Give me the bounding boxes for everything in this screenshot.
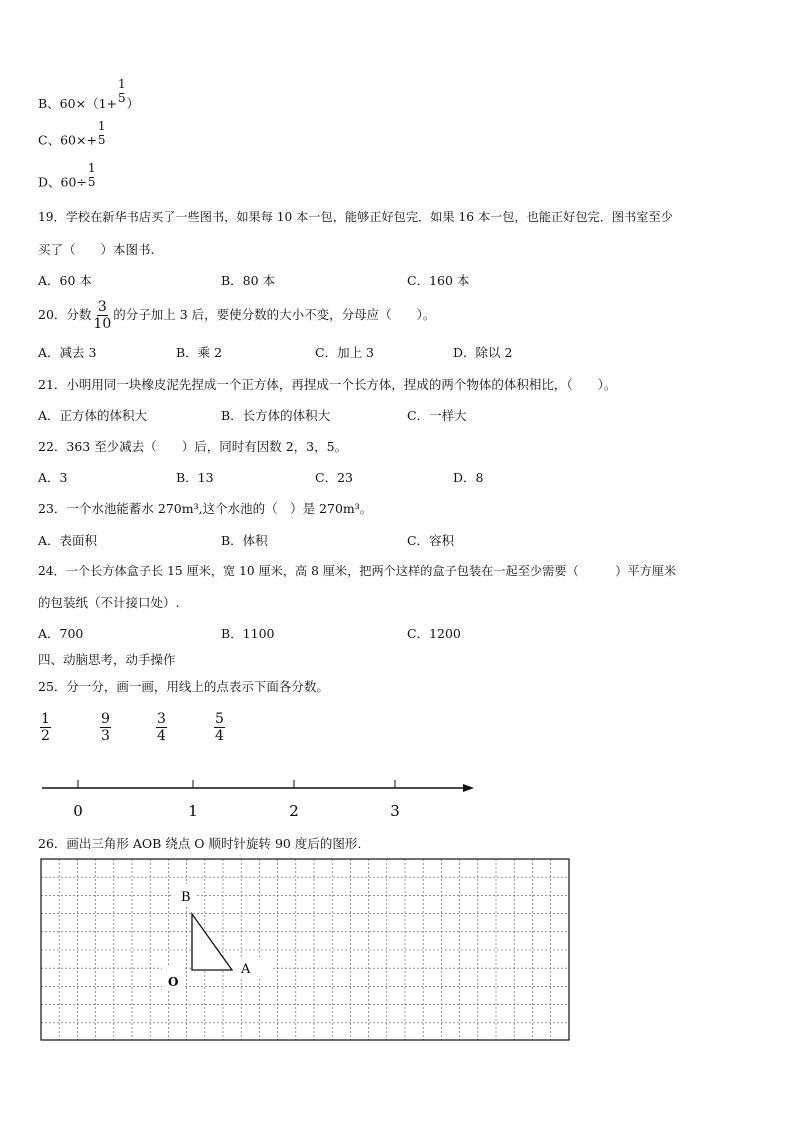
- fraction-numerator: 1: [41, 711, 50, 727]
- option-d-top: [38, 161, 97, 196]
- tick-label-2: 2: [289, 802, 299, 820]
- q21-option-b[interactable]: B．长方体的体积大: [221, 408, 331, 423]
- q20-option-a[interactable]: A．减去 3: [38, 345, 97, 360]
- question-20: [38, 300, 435, 331]
- fraction-numerator: 1: [118, 77, 126, 91]
- q19-option-a[interactable]: A．60 本: [38, 273, 92, 288]
- q20-suffix: 的分子加上 3 后，要使分数的大小不变，分母应（ ）。: [113, 307, 436, 322]
- question-24-line1: 24．一个长方体盒子长 15 厘米，宽 10 厘米，高 8 厘米，把两个这样的盒子包装在一起至少需要（ ）平方厘米: [38, 564, 677, 578]
- q20-prefix: 20．分数: [38, 307, 92, 322]
- number-line[interactable]: [38, 774, 483, 824]
- fraction-numerator: 3: [97, 299, 107, 315]
- question-26: 26．画出三角形 AOB 绕点 O 顺时针旋转 90 度后的图形.: [38, 836, 362, 851]
- fraction-denominator: 5: [97, 133, 106, 147]
- fraction-denominator: 10: [93, 316, 112, 332]
- q24-option-b[interactable]: B．1100: [221, 626, 275, 641]
- fraction-denominator: 4: [157, 728, 166, 744]
- q23-option-a[interactable]: A．表面积: [38, 533, 98, 548]
- q25-fraction-4: [214, 712, 225, 743]
- q23-option-c[interactable]: C．容积: [407, 533, 455, 548]
- fraction-numerator: 3: [157, 711, 166, 727]
- q25-fraction-1: [40, 712, 51, 743]
- q22-option-b[interactable]: B．13: [176, 470, 214, 485]
- grid-lines: [41, 859, 569, 1040]
- option-c-prefix: C、60×+: [38, 132, 97, 148]
- fraction-numerator: 1: [87, 161, 96, 175]
- fraction-denominator: 5: [87, 175, 96, 189]
- q22-option-a[interactable]: A．3: [38, 470, 68, 485]
- question-25: 25．分一分，画一画，用线上的点表示下面各分数。: [38, 679, 329, 694]
- fraction-numerator: 5: [215, 711, 224, 727]
- fraction-denominator: 5: [118, 91, 126, 105]
- grid-border: [41, 859, 569, 1040]
- q25-fraction-3: [156, 712, 167, 743]
- option-b-fraction: [117, 78, 127, 104]
- fraction-denominator: 3: [101, 728, 110, 744]
- option-b-top: [38, 77, 140, 112]
- q23-option-b[interactable]: B．体积: [221, 533, 268, 548]
- rotation-grid[interactable]: [40, 858, 572, 1044]
- option-d-fraction: [87, 162, 97, 188]
- q20-option-b[interactable]: B．乘 2: [176, 345, 223, 360]
- label-a: A: [241, 962, 251, 977]
- q25-fraction-2: [100, 712, 111, 743]
- question-23: 23．一个水池能蓄水 270m³,这个水池的（ ）是 270m³。: [38, 501, 373, 516]
- question-22: 22．363 至少减去（ ）后，同时有因数 2，3，5。: [38, 439, 348, 454]
- fraction-numerator: 1: [97, 119, 106, 133]
- option-b-prefix: B、60×（1+: [38, 96, 117, 111]
- label-a-bg: [232, 958, 272, 978]
- q19-option-c[interactable]: C．160 本: [407, 273, 470, 288]
- question-21: 21．小明用同一块橡皮泥先捏成一个正方体，再捏成一个长方体，捏成的两个物体的体积相比，（ ）。: [38, 377, 617, 392]
- option-b-suffix: ）: [126, 96, 140, 111]
- q20-option-d[interactable]: D．除以 2: [453, 345, 513, 360]
- fraction-denominator: 4: [215, 728, 224, 744]
- tick-label-0: 0: [73, 802, 83, 820]
- label-o: O: [168, 975, 179, 989]
- option-d-prefix: D、60÷: [38, 174, 87, 190]
- q20-option-c[interactable]: C．加上 3: [315, 345, 374, 360]
- question-19-line1: 19．学校在新华书店买了一些图书，如果每 10 本一包，能够正好包完．如果 16 本一包，也能正好包完．图书室至少: [38, 210, 673, 224]
- q21-option-c[interactable]: C．一样大: [407, 408, 467, 423]
- section-heading: 四、动脑思考，动手操作: [38, 652, 176, 667]
- q22-option-d[interactable]: D．8: [453, 470, 484, 485]
- q20-fraction: [93, 300, 111, 331]
- q21-option-a[interactable]: A．正方体的体积大: [38, 408, 148, 423]
- triangle-aob[interactable]: [192, 914, 232, 970]
- tick-label-1: 1: [188, 802, 198, 820]
- tick-label-3: 3: [390, 802, 400, 820]
- q24-option-c[interactable]: C．1200: [407, 626, 461, 641]
- question-24-line2: 的包装纸（不计接口处）.: [38, 595, 180, 610]
- fraction-denominator: 2: [41, 728, 50, 744]
- number-line-arrow-icon: [463, 784, 474, 792]
- question-19-line2: 买了（ ）本图书.: [38, 242, 155, 257]
- label-b: B: [181, 890, 191, 905]
- fraction-numerator: 9: [101, 711, 110, 727]
- q22-option-c[interactable]: C．23: [315, 470, 353, 485]
- q19-option-b[interactable]: B．80 本: [221, 273, 276, 288]
- q24-option-a[interactable]: A．700: [38, 626, 84, 641]
- option-c-fraction: [97, 120, 107, 146]
- option-c-top: [38, 119, 107, 154]
